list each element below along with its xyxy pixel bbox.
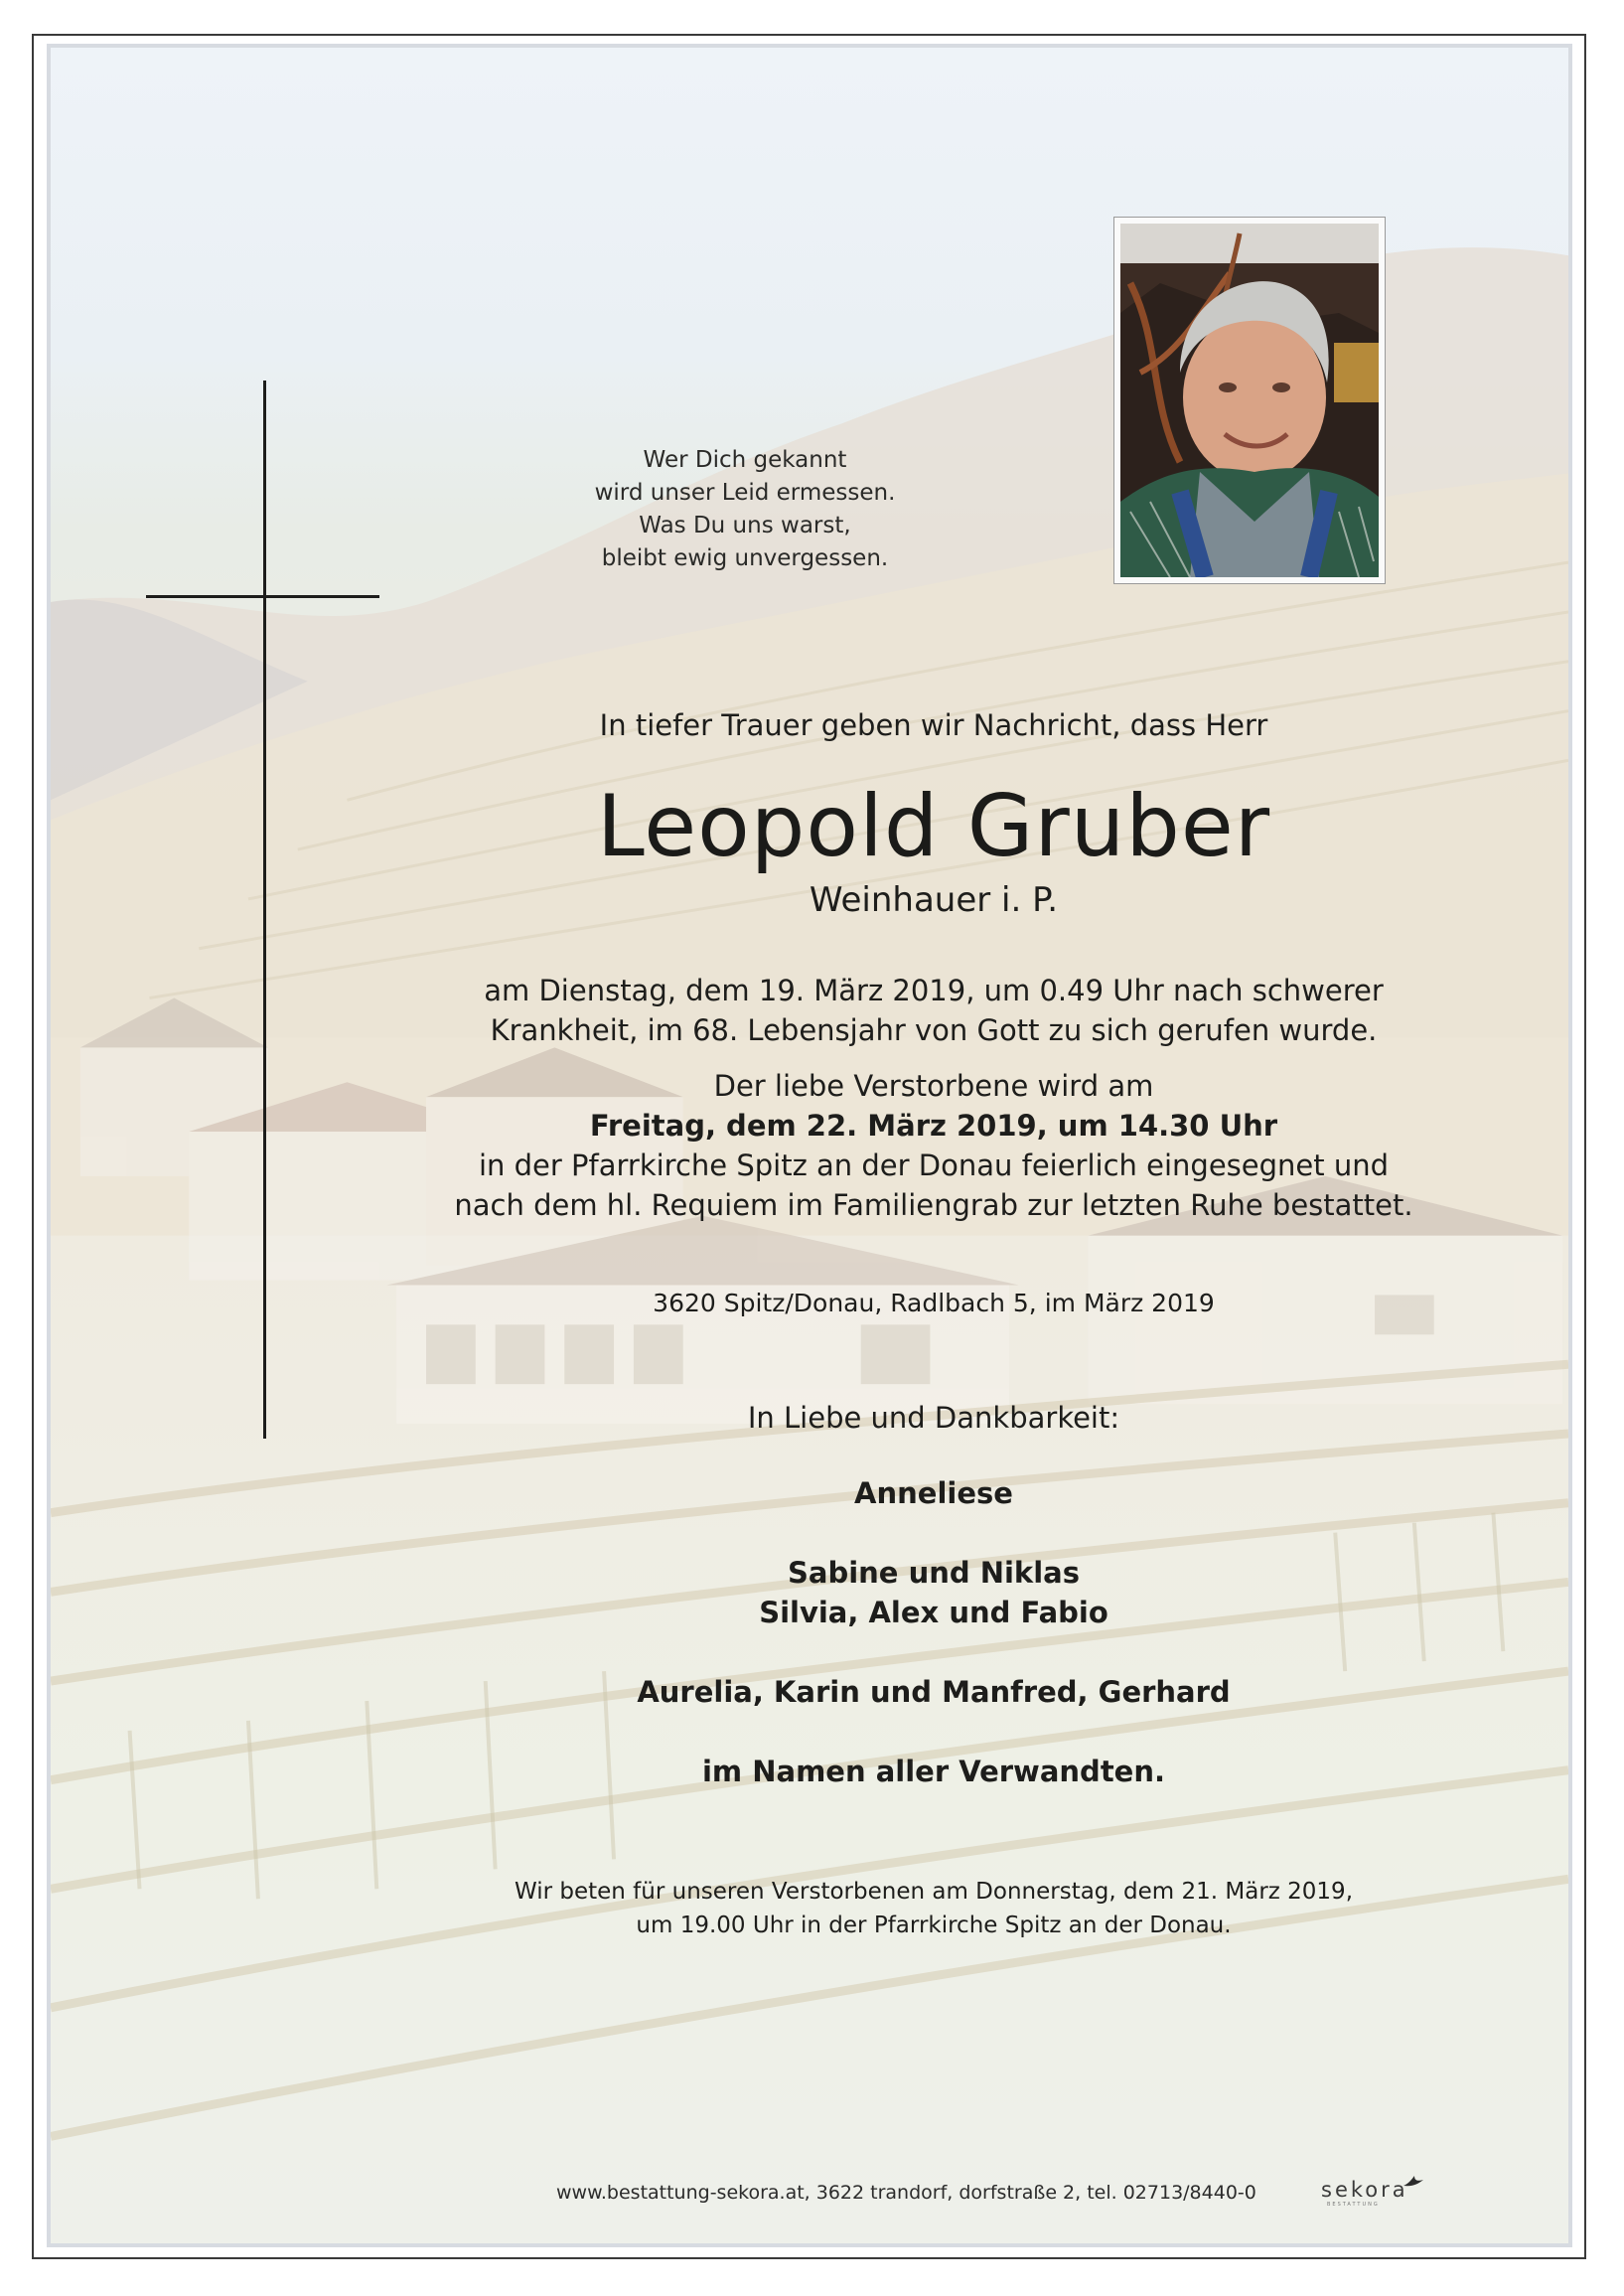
death-notice-line: am Dienstag, dem 19. März 2019, um 0.49 Uhr nach schwerer: [484, 974, 1384, 1007]
poem-line: Was Du uns warst,: [639, 513, 851, 538]
funeral-line: in der Pfarrkirche Spitz an der Donau feierlich eingesegnet und: [478, 1148, 1390, 1182]
family-group: [497, 1553, 1371, 1632]
memorial-poem: [556, 444, 934, 575]
deceased-occupation: Weinhauer i. P.: [809, 880, 1059, 920]
cross-vertical-bar: [263, 381, 266, 1439]
poem-line: bleibt ewig unvergessen.: [601, 545, 889, 571]
death-notice-line: Krankheit, im 68. Lebensjahr von Gott zu sich gerufen wurde.: [490, 1013, 1378, 1047]
portrait-photo: [1113, 217, 1386, 584]
poem-line: wird unser Leid ermessen.: [594, 480, 896, 506]
cross-horizontal-bar: [146, 595, 379, 598]
funeral-line: Der liebe Verstorbene wird am: [713, 1069, 1154, 1103]
place-and-date: 3620 Spitz/Donau, Radlbach 5, im März 2019: [653, 1289, 1215, 1317]
deceased-name: Leopold Gruber: [596, 777, 1271, 876]
family-closing: im Namen aller Verwandten.: [701, 1755, 1166, 1788]
portrait-image: [1120, 224, 1379, 577]
logo-text: sekora: [1321, 2178, 1408, 2202]
funeral-home-logo: [1321, 2174, 1430, 2208]
funeral-home-contact: www.bestattung-sekora.at, 3622 trandorf, dorfstraße 2, tel. 02713/8440-0: [556, 2182, 1256, 2204]
prayer-line: um 19.00 Uhr in der Pfarrkirche Spitz an der Donau.: [636, 1913, 1232, 1938]
funeral-line: nach dem hl. Requiem im Familiengrab zur letzten Ruhe bestattet.: [454, 1188, 1413, 1222]
poem-line: Wer Dich gekannt: [643, 447, 847, 473]
prayer-notice: [437, 1875, 1430, 1942]
family-line: Sabine und Niklas: [788, 1556, 1080, 1590]
family-spouse: Anneliese: [854, 1476, 1013, 1510]
family-relatives: Aurelia, Karin und Manfred, Gerhard: [637, 1675, 1231, 1709]
funeral-date: Freitag, dem 22. März 2019, um 14.30 Uhr: [589, 1109, 1278, 1143]
logo-subtext: BESTATTUNG: [1327, 2202, 1380, 2208]
death-notice: [437, 971, 1430, 1225]
bird-icon: [1403, 2174, 1424, 2190]
gratitude-heading: In Liebe und Dankbarkeit:: [747, 1401, 1120, 1435]
family-line: Silvia, Alex und Fabio: [759, 1596, 1108, 1629]
prayer-line: Wir beten für unseren Verstorbenen am Donnerstag, dem 21. März 2019,: [514, 1879, 1353, 1905]
announcement-intro: In tiefer Trauer geben wir Nachricht, dass Herr: [599, 708, 1268, 742]
